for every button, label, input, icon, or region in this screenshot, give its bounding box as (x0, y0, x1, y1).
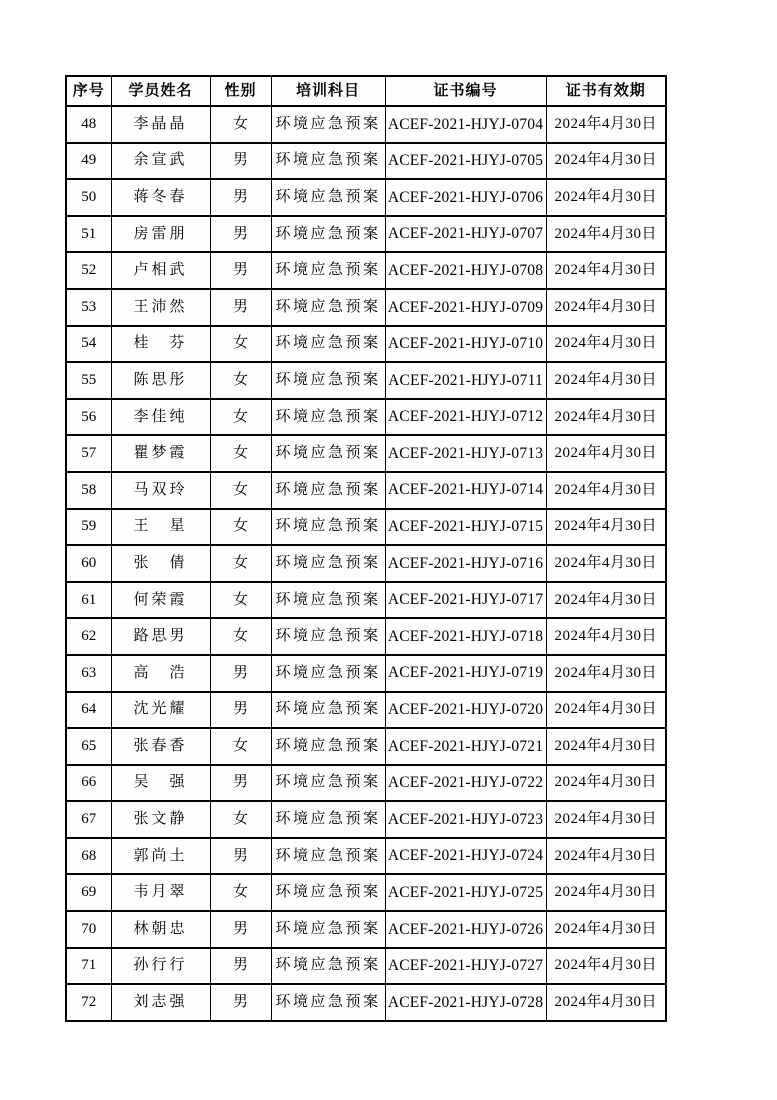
table-row (66, 838, 666, 875)
cell-name: 蒋冬春 (111, 179, 210, 216)
table-row (66, 984, 666, 1021)
cell-seq: 51 (66, 216, 111, 253)
cell-subject: 环境应急预案 (271, 472, 385, 509)
cell-seq: 59 (66, 509, 111, 546)
cell-cert_no: ACEF-2021-HJYJ-0715 (385, 509, 546, 546)
cell-name: 瞿梦霞 (111, 435, 210, 472)
cell-cert_no: ACEF-2021-HJYJ-0725 (385, 874, 546, 911)
cell-name: 王沛然 (111, 289, 210, 326)
cell-cert_no: ACEF-2021-HJYJ-0713 (385, 435, 546, 472)
cell-seq: 72 (66, 984, 111, 1021)
column-header-valid_until: 证书有效期 (546, 76, 666, 106)
cell-gender: 女 (210, 545, 271, 582)
header-row (66, 76, 666, 106)
cell-gender: 男 (210, 179, 271, 216)
cell-cert_no: ACEF-2021-HJYJ-0720 (385, 692, 546, 729)
cell-gender: 女 (210, 472, 271, 509)
cell-name: 王 星 (111, 509, 210, 546)
table-row (66, 472, 666, 509)
trainee-certificate-table (65, 75, 667, 1022)
cell-seq: 53 (66, 289, 111, 326)
cell-name: 张 倩 (111, 545, 210, 582)
cell-seq: 65 (66, 728, 111, 765)
cell-subject: 环境应急预案 (271, 106, 385, 143)
column-header-name: 学员姓名 (111, 76, 210, 106)
cell-cert_no: ACEF-2021-HJYJ-0705 (385, 143, 546, 180)
cell-gender: 女 (210, 582, 271, 619)
cell-name: 路思男 (111, 618, 210, 655)
table-row (66, 692, 666, 729)
cell-name: 余宣武 (111, 143, 210, 180)
cell-name: 李佳纯 (111, 399, 210, 436)
cell-valid_until: 2024年4月30日 (546, 143, 666, 180)
cell-valid_until: 2024年4月30日 (546, 289, 666, 326)
cell-seq: 55 (66, 362, 111, 399)
cell-subject: 环境应急预案 (271, 399, 385, 436)
cell-cert_no: ACEF-2021-HJYJ-0710 (385, 326, 546, 363)
cell-subject: 环境应急预案 (271, 984, 385, 1021)
cell-subject: 环境应急预案 (271, 362, 385, 399)
cell-gender: 女 (210, 509, 271, 546)
cell-valid_until: 2024年4月30日 (546, 692, 666, 729)
cell-gender: 女 (210, 728, 271, 765)
cell-gender: 女 (210, 362, 271, 399)
cell-subject: 环境应急预案 (271, 692, 385, 729)
cell-gender: 男 (210, 252, 271, 289)
cell-subject: 环境应急预案 (271, 582, 385, 619)
cell-name: 吴 强 (111, 765, 210, 802)
table-row (66, 582, 666, 619)
cell-valid_until: 2024年4月30日 (546, 106, 666, 143)
cell-subject: 环境应急预案 (271, 509, 385, 546)
cell-valid_until: 2024年4月30日 (546, 509, 666, 546)
cell-valid_until: 2024年4月30日 (546, 362, 666, 399)
cell-gender: 男 (210, 216, 271, 253)
cell-subject: 环境应急预案 (271, 326, 385, 363)
table-row (66, 179, 666, 216)
cell-seq: 67 (66, 801, 111, 838)
cell-gender: 女 (210, 435, 271, 472)
cell-valid_until: 2024年4月30日 (546, 399, 666, 436)
cell-cert_no: ACEF-2021-HJYJ-0727 (385, 948, 546, 985)
table-body (66, 106, 666, 1021)
cell-seq: 62 (66, 618, 111, 655)
cell-name: 郭尚土 (111, 838, 210, 875)
cell-valid_until: 2024年4月30日 (546, 728, 666, 765)
cell-name: 何荣霞 (111, 582, 210, 619)
cell-seq: 69 (66, 874, 111, 911)
cell-seq: 49 (66, 143, 111, 180)
cell-seq: 58 (66, 472, 111, 509)
cell-cert_no: ACEF-2021-HJYJ-0711 (385, 362, 546, 399)
cell-cert_no: ACEF-2021-HJYJ-0708 (385, 252, 546, 289)
table-row (66, 618, 666, 655)
cell-gender: 男 (210, 655, 271, 692)
cell-valid_until: 2024年4月30日 (546, 179, 666, 216)
cell-valid_until: 2024年4月30日 (546, 545, 666, 582)
table-row (66, 801, 666, 838)
cell-cert_no: ACEF-2021-HJYJ-0718 (385, 618, 546, 655)
cell-cert_no: ACEF-2021-HJYJ-0722 (385, 765, 546, 802)
cell-subject: 环境应急预案 (271, 948, 385, 985)
cell-name: 张春香 (111, 728, 210, 765)
cell-gender: 男 (210, 289, 271, 326)
cell-name: 张文静 (111, 801, 210, 838)
table-row (66, 509, 666, 546)
cell-gender: 女 (210, 618, 271, 655)
cell-valid_until: 2024年4月30日 (546, 838, 666, 875)
cell-seq: 68 (66, 838, 111, 875)
cell-valid_until: 2024年4月30日 (546, 618, 666, 655)
cell-name: 房雷朋 (111, 216, 210, 253)
cell-valid_until: 2024年4月30日 (546, 655, 666, 692)
table-row (66, 326, 666, 363)
cell-valid_until: 2024年4月30日 (546, 984, 666, 1021)
cell-valid_until: 2024年4月30日 (546, 582, 666, 619)
table-row (66, 728, 666, 765)
cell-seq: 63 (66, 655, 111, 692)
table-row (66, 216, 666, 253)
cell-subject: 环境应急预案 (271, 801, 385, 838)
cell-subject: 环境应急预案 (271, 216, 385, 253)
cell-subject: 环境应急预案 (271, 874, 385, 911)
cell-name: 李晶晶 (111, 106, 210, 143)
cell-name: 沈光耀 (111, 692, 210, 729)
cell-subject: 环境应急预案 (271, 143, 385, 180)
cell-name: 卢相武 (111, 252, 210, 289)
cell-cert_no: ACEF-2021-HJYJ-0716 (385, 545, 546, 582)
cell-gender: 男 (210, 692, 271, 729)
cell-valid_until: 2024年4月30日 (546, 326, 666, 363)
table-row (66, 948, 666, 985)
column-header-seq: 序号 (66, 76, 111, 106)
cell-name: 陈思彤 (111, 362, 210, 399)
cell-gender: 男 (210, 911, 271, 948)
cell-cert_no: ACEF-2021-HJYJ-0719 (385, 655, 546, 692)
table-row (66, 545, 666, 582)
cell-subject: 环境应急预案 (271, 179, 385, 216)
cell-name: 韦月翠 (111, 874, 210, 911)
table-row (66, 289, 666, 326)
cell-cert_no: ACEF-2021-HJYJ-0723 (385, 801, 546, 838)
cell-seq: 56 (66, 399, 111, 436)
cell-name: 桂 芬 (111, 326, 210, 363)
cell-cert_no: ACEF-2021-HJYJ-0706 (385, 179, 546, 216)
table-row (66, 252, 666, 289)
table-row (66, 362, 666, 399)
cell-subject: 环境应急预案 (271, 765, 385, 802)
cell-cert_no: ACEF-2021-HJYJ-0707 (385, 216, 546, 253)
cell-name: 孙行行 (111, 948, 210, 985)
cell-gender: 女 (210, 106, 271, 143)
cell-gender: 女 (210, 399, 271, 436)
table-row (66, 143, 666, 180)
cell-valid_until: 2024年4月30日 (546, 472, 666, 509)
cell-subject: 环境应急预案 (271, 545, 385, 582)
cell-seq: 52 (66, 252, 111, 289)
cell-cert_no: ACEF-2021-HJYJ-0714 (385, 472, 546, 509)
cell-valid_until: 2024年4月30日 (546, 911, 666, 948)
cell-valid_until: 2024年4月30日 (546, 765, 666, 802)
cell-subject: 环境应急预案 (271, 435, 385, 472)
cell-gender: 女 (210, 801, 271, 838)
cell-gender: 男 (210, 948, 271, 985)
cell-subject: 环境应急预案 (271, 252, 385, 289)
table-row (66, 106, 666, 143)
cell-cert_no: ACEF-2021-HJYJ-0724 (385, 838, 546, 875)
cell-seq: 61 (66, 582, 111, 619)
cell-subject: 环境应急预案 (271, 618, 385, 655)
cell-subject: 环境应急预案 (271, 289, 385, 326)
cell-cert_no: ACEF-2021-HJYJ-0721 (385, 728, 546, 765)
cell-seq: 71 (66, 948, 111, 985)
cell-name: 林朝忠 (111, 911, 210, 948)
cell-subject: 环境应急预案 (271, 728, 385, 765)
cell-seq: 70 (66, 911, 111, 948)
cell-subject: 环境应急预案 (271, 838, 385, 875)
cell-subject: 环境应急预案 (271, 911, 385, 948)
cell-gender: 女 (210, 326, 271, 363)
cell-gender: 男 (210, 765, 271, 802)
cell-seq: 66 (66, 765, 111, 802)
cell-name: 高 浩 (111, 655, 210, 692)
cell-cert_no: ACEF-2021-HJYJ-0717 (385, 582, 546, 619)
cell-valid_until: 2024年4月30日 (546, 801, 666, 838)
cell-cert_no: ACEF-2021-HJYJ-0726 (385, 911, 546, 948)
table-row (66, 399, 666, 436)
column-header-subject: 培训科目 (271, 76, 385, 106)
table-row (66, 874, 666, 911)
cell-cert_no: ACEF-2021-HJYJ-0728 (385, 984, 546, 1021)
cell-valid_until: 2024年4月30日 (546, 435, 666, 472)
cell-cert_no: ACEF-2021-HJYJ-0709 (385, 289, 546, 326)
cell-gender: 男 (210, 984, 271, 1021)
cell-subject: 环境应急预案 (271, 655, 385, 692)
cell-valid_until: 2024年4月30日 (546, 216, 666, 253)
cell-cert_no: ACEF-2021-HJYJ-0704 (385, 106, 546, 143)
cell-seq: 50 (66, 179, 111, 216)
cell-seq: 54 (66, 326, 111, 363)
cell-gender: 女 (210, 874, 271, 911)
cell-valid_until: 2024年4月30日 (546, 874, 666, 911)
cell-name: 马双玲 (111, 472, 210, 509)
table-row (66, 655, 666, 692)
cell-seq: 60 (66, 545, 111, 582)
cell-valid_until: 2024年4月30日 (546, 252, 666, 289)
cell-gender: 男 (210, 143, 271, 180)
cell-gender: 男 (210, 838, 271, 875)
cell-seq: 48 (66, 106, 111, 143)
cell-cert_no: ACEF-2021-HJYJ-0712 (385, 399, 546, 436)
cell-seq: 57 (66, 435, 111, 472)
column-header-cert_no: 证书编号 (385, 76, 546, 106)
cell-name: 刘志强 (111, 984, 210, 1021)
cell-seq: 64 (66, 692, 111, 729)
column-header-gender: 性别 (210, 76, 271, 106)
table-row (66, 435, 666, 472)
table-row (66, 765, 666, 802)
cell-valid_until: 2024年4月30日 (546, 948, 666, 985)
table-row (66, 911, 666, 948)
